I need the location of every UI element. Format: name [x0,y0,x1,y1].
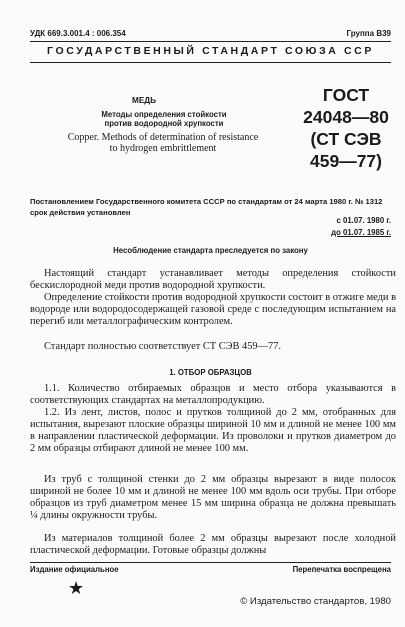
document-subject: МЕДЬ [132,96,156,105]
group-code: Группа В39 [346,29,391,38]
udk-code: УДК 669.3.001.4 : 006.354 [30,29,126,38]
valid-to: до 01.07. 1985 г. [331,228,391,237]
decree-text: Постановлением Государственного комитета СССР по стандартам от 24 марта 1980 г. № 1312 срок действия установлен [30,197,383,217]
tube-samples-paragraph: Из труб с толщиной стенки до 2 мм образцы вырезают в виде полосок шириной не более 10 мм и длиной не менее 100 мм вдоль оси трубы. При отборе образцов из труб диаметром менее 15 мм ширина образца не должна превышать ¼ длины окружности трубы. [30,474,396,521]
star-icon: ★ [68,578,85,598]
validity-dates [331,215,391,239]
title-en-line-2: to hydrogen embrittlement [109,143,217,154]
legal-notice: Несоблюдение стандарта преследуется по закону [113,246,308,255]
compliance-paragraph: Стандарт полностью соответствует СТ СЭВ 459—77. [44,341,282,352]
section-heading: 1. ОТБОР ОБРАЗЦОВ [169,368,252,377]
standard-banner: ГОСУДАРСТВЕННЫЙ СТАНДАРТ СОЮЗА ССР [47,45,374,57]
reprint-prohibited-label: Перепечатка воспрещена [292,565,391,574]
thick-materials-paragraph: Из материалов толщиной более 2 мм образцы вырезают после холодной пластической деформации. Готовые образцы должны [30,533,396,556]
st-sev-number: 459—77) [310,151,382,171]
clause-1-1: 1.1. Количество отбираемых образцов и место отбора указываются в соответствующих стандартах на металлопродукцию. [30,383,396,406]
gost-number: 24048—80 [303,107,389,127]
copyright-notice: © Издательство стандартов, 1980 [240,596,391,607]
title-en-line-1: Copper. Methods of determination of resistance [67,132,259,143]
intro-paragraph: Настоящий стандарт устанавливает методы определения стойкости бескислородной меди против водородной хрупкости. [30,268,396,291]
top-rule [30,41,391,42]
title-ru-line-1: Методы определения стойкости [101,110,227,119]
valid-from: с 01.07. 1980 г. [336,216,391,225]
banner-rule [30,62,391,63]
clause-1-2: 1.2. Из лент, листов, полос и прутков толщиной до 2 мм, отобранных для испытания, вырезают плоские образцы шириной 10 мм и длиной не менее 100 мм в направлении пластической деформации. Из проволоки и прутков диаметром до 2 мм образцы отбирают длиной не менее 100 мм. [30,407,396,454]
title-ru-line-2: против водородной хрупкости [104,119,224,128]
official-edition-label: Издание официальное [30,565,119,574]
gost-number-block [292,84,400,172]
gost-label: ГОСТ [322,85,370,105]
document-title-english [48,132,278,154]
document-title-russian [74,110,254,128]
definition-paragraph: Определение стойкости против водородной хрупкости состоит в отжиге меди в водороде или водородосодержащей газовой среде с последующим испытанием на перегиб или металлографическим контролем. [30,292,396,327]
footer-rule [30,562,391,563]
st-sev-label: (СТ СЭВ [310,129,382,149]
